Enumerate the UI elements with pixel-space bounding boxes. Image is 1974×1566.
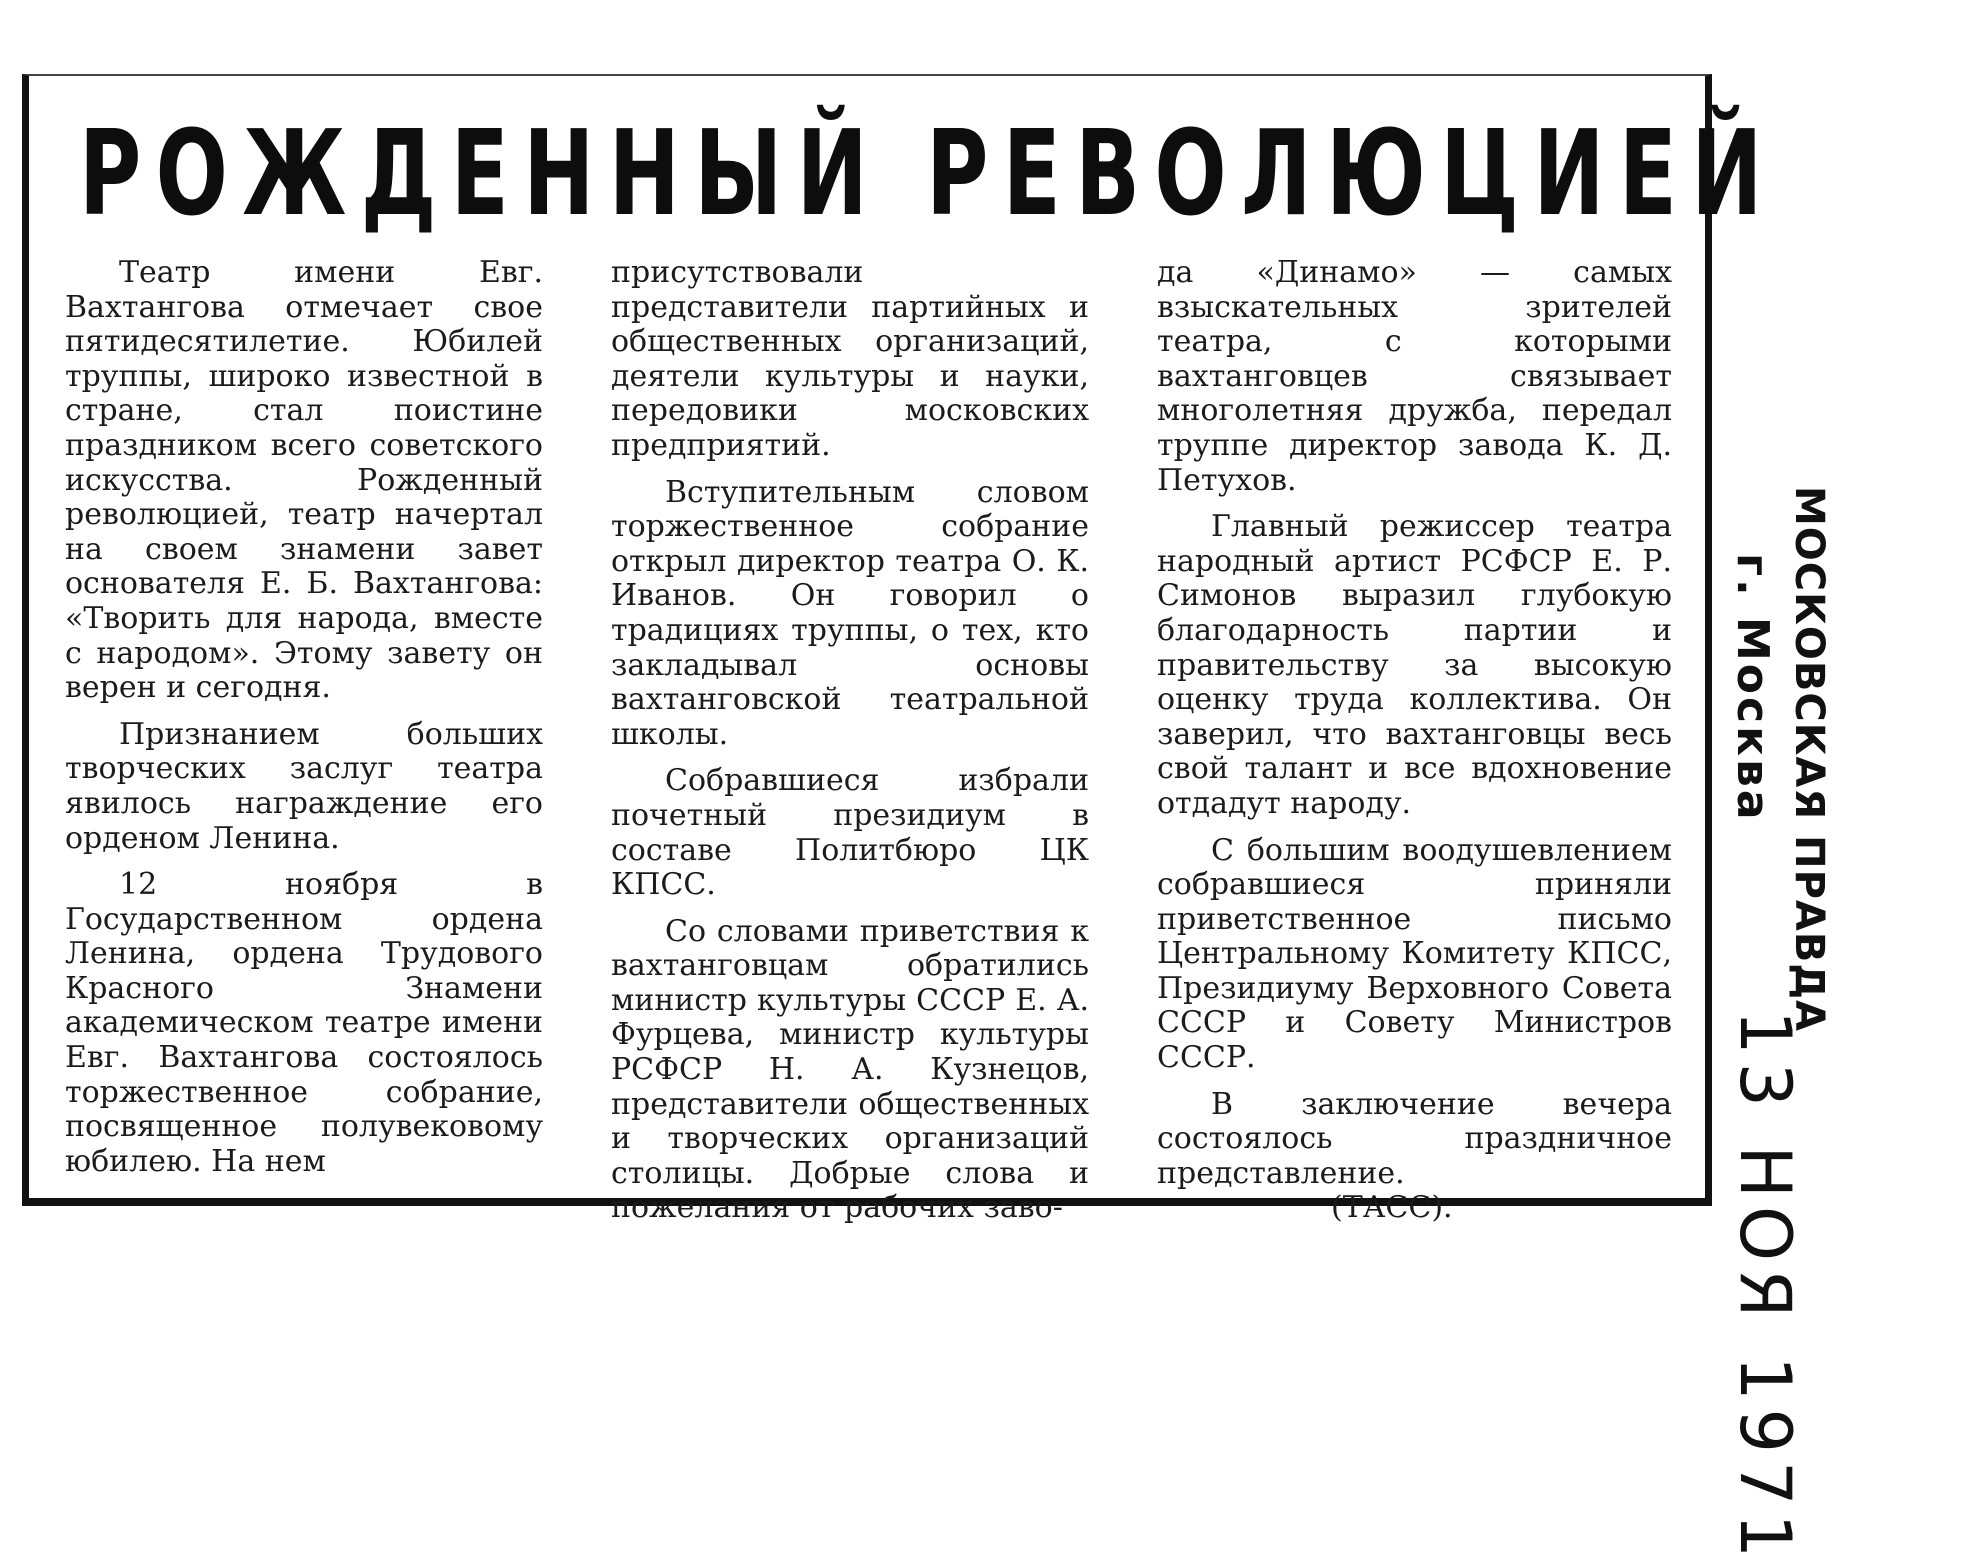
paragraph: С большим воодушевлением собравшиеся приняли приветственное письмо Центральному Комитету КПСС, Президиуму Верховного Совета СССР и Совету Министров СССР. [1157,832,1672,1076]
paragraph: Вступительным словом торжественное собрание открыл директор театра О. К. Иванов. Он говорил о традициях труппы, о тех, кто закладывал основы вахтанговской театральной школы. [611,474,1089,752]
stamp-newspaper-name: МОСКОВСКАЯ ПРАВДА [1786,486,1832,1032]
paragraph: 12 ноября в Государственном ордена Ленина, ордена Трудового Красного Знамени академическом театре имени Евг. Вахтангова состоялось торжественное собрание, посвященное полувековому юбилею. На нем [65,867,543,1179]
paragraph: Главный режиссер театра народный артист РСФСР Е. Р. Симонов выразил глубокую благодарность партии и правительству за высокую оценку труда коллектива. Он заверил, что вахтанговцы весь свой талант и все вдохновение отдадут народу. [1157,509,1672,821]
article-column-3 [1157,256,1672,1238]
article-headline: РОЖДЕННЫЙ РЕВОЛЮЦИЕЙ [79,104,1777,242]
paragraph: да «Динамо» — самых взыскательных зрителей театра, с которыми вахтанговцев связывает многолетняя дружба, передал труппе директор завода К. Д. Петухов. [1157,255,1672,498]
paragraph: Собравшиеся избрали почетный президиум в составе Политбюро ЦК КПСС. [611,763,1089,903]
paragraph: Театр имени Евг. Вахтангова отмечает свое пятидесятилетие. Юбилей труппы, широко известной в стране, стал поистине праздником всего советского искусства. Рожденный революцией, театр начертал на своем знамени завет основателя Е. Б. Вахтангова: «Творить для народа, вместе с народом». Этому завету он верен и сегодня. [65,255,543,706]
paragraph-with-signature [1157,1088,1672,1226]
paragraph: Со словами приветствия к вахтанговцам обратились министр культуры СССР Е. А. Фурцева, министр культуры РСФСР Н. А. Кузнецов, представители общественных и творческих организаций столицы. Добрые слова и пожелания от рабочих заво- [611,913,1089,1226]
stamp-date: 13 НОЯ 1971 [1724,1010,1806,1566]
paragraph: Признанием больших творческих заслуг театра явилось награждение его орденом Ленина. [65,716,543,856]
paragraph: присутствовали представители партийных и общественных организаций, деятели культуры и науки, передовики московских предприятий. [611,255,1089,463]
stamp-city: г. Москва [1727,553,1778,823]
agency-signature: (ТАСС). [1331,1190,1453,1226]
article-column-2 [611,256,1089,1238]
article-column-1 [65,256,543,1191]
paragraph: В заключение вечера состоялось праздничное представление. [1157,1086,1672,1191]
